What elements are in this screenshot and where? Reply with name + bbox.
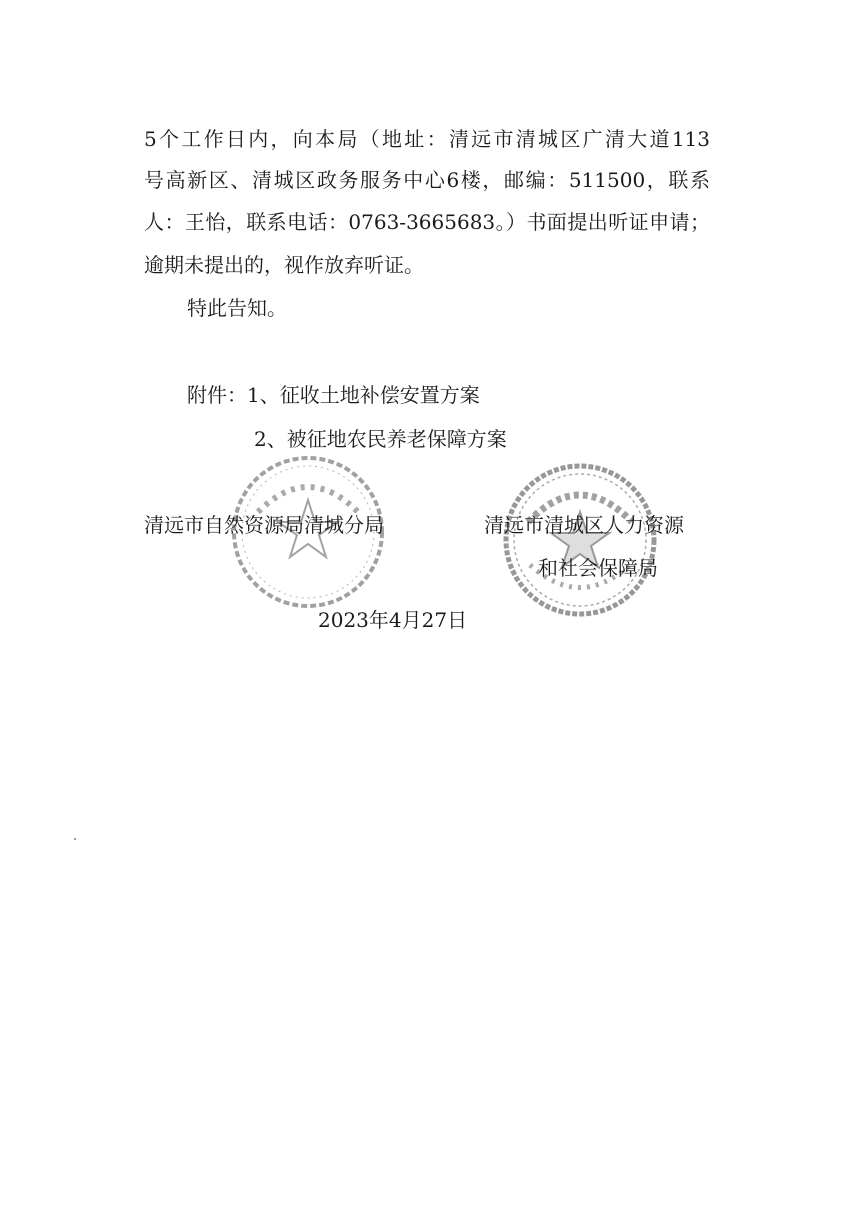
- body-line-3: 人：王怡，联系电话：0763-3665683。）书面提出听证申请；: [144, 210, 710, 234]
- body-line-1: 5个工作日内，向本局（地址：清远市清城区广清大道113: [144, 127, 710, 151]
- issuing-org-2-line-2: 和社会保障局: [538, 556, 658, 580]
- scan-speck: [74, 838, 76, 840]
- attachment-item-1: 附件：1、征收土地补偿安置方案: [187, 383, 480, 407]
- issue-date: 2023年4月27日: [318, 608, 468, 632]
- issuing-org-2-line-1: 清远市清城区人力资源: [484, 513, 684, 537]
- official-seal-icon: [500, 460, 660, 620]
- body-line-4: 逾期未提出的，视作放弃听证。: [144, 253, 424, 277]
- body-line-2: 号高新区、清城区政务服务中心6楼，邮编：511500，联系: [144, 168, 710, 192]
- attachment-item-2: 2、被征地农民养老保障方案: [254, 427, 507, 451]
- issuing-org-1: 清远市自然资源局清城分局: [144, 513, 384, 537]
- closing-text: 特此告知。: [187, 296, 287, 320]
